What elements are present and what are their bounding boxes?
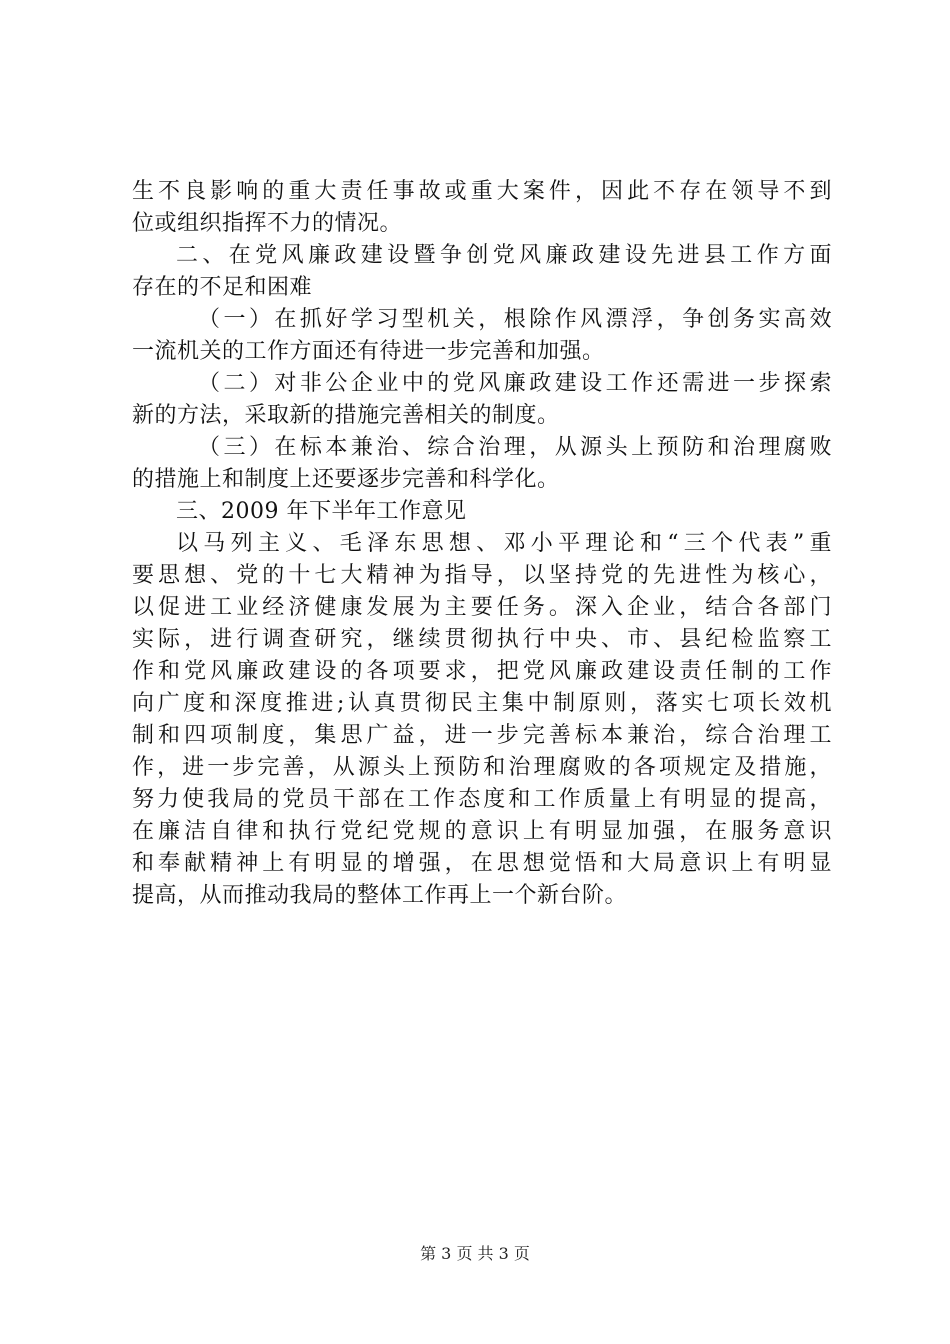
text-line: 位或组织指挥不力的情况。 — [132, 211, 403, 236]
text-line: 制和四项制度，集思广益，进一步完善标本兼治，综合治理工 — [132, 723, 832, 748]
text-line: 的措施上和制度上还要逐步完善和科学化。 — [132, 467, 560, 492]
text-line: 作和党风廉政建设的各项要求，把党风廉政建设责任制的工作 — [132, 659, 832, 684]
text-line: 和奉献精神上有明显的增强，在思想觉悟和大局意识上有明显 — [132, 851, 832, 876]
text-line: 存在的不足和困难 — [132, 275, 313, 300]
text-line: 生不良影响的重大责任事故或重大案件，因此不存在领导不到 — [132, 179, 832, 204]
text-line: 三、2009 年下半年工作意见 — [176, 499, 467, 524]
text-line: 二、在党风廉政建设暨争创党风廉政建设先进县工作方面 — [176, 243, 832, 268]
text-line: 要思想、党的十七大精神为指导，以坚持党的先进性为核心， — [132, 563, 832, 588]
page-footer: 第 3 页 共 3 页 — [420, 1244, 530, 1263]
text-line: 一流机关的工作方面还有待进一步完善和加强。 — [132, 339, 605, 364]
text-line: 作，进一步完善，从源头上预防和治理腐败的各项规定及措施， — [132, 755, 832, 780]
text-line: 在廉洁自律和执行党纪党规的意识上有明显加强，在服务意识 — [132, 819, 832, 844]
document-body — [132, 176, 832, 912]
text-line: 新的方法，采取新的措施完善相关的制度。 — [132, 403, 560, 428]
text-line: 以促进工业经济健康发展为主要任务。深入企业，结合各部门 — [132, 595, 832, 620]
text-line: 实际，进行调查研究，继续贯彻执行中央、市、县纪检监察工 — [132, 627, 832, 652]
text-line: 向广度和深度推进;认真贯彻民主集中制原则，落实七项长效机 — [132, 691, 832, 716]
text-line: 以马列主义、毛泽东思想、邓小平理论和“三个代表”重 — [176, 531, 832, 556]
text-line: 提高，从而推动我局的整体工作再上一个新台阶。 — [132, 883, 628, 908]
text-line: （一）在抓好学习型机关，根除作风漂浮，争创务实高效 — [198, 307, 832, 332]
text-line: （二）对非公企业中的党风廉政建设工作还需进一步探索 — [198, 371, 832, 396]
text-line: （三）在标本兼治、综合治理，从源头上预防和治理腐败 — [198, 435, 832, 460]
text-line: 努力使我局的党员干部在工作态度和工作质量上有明显的提高， — [132, 787, 832, 812]
